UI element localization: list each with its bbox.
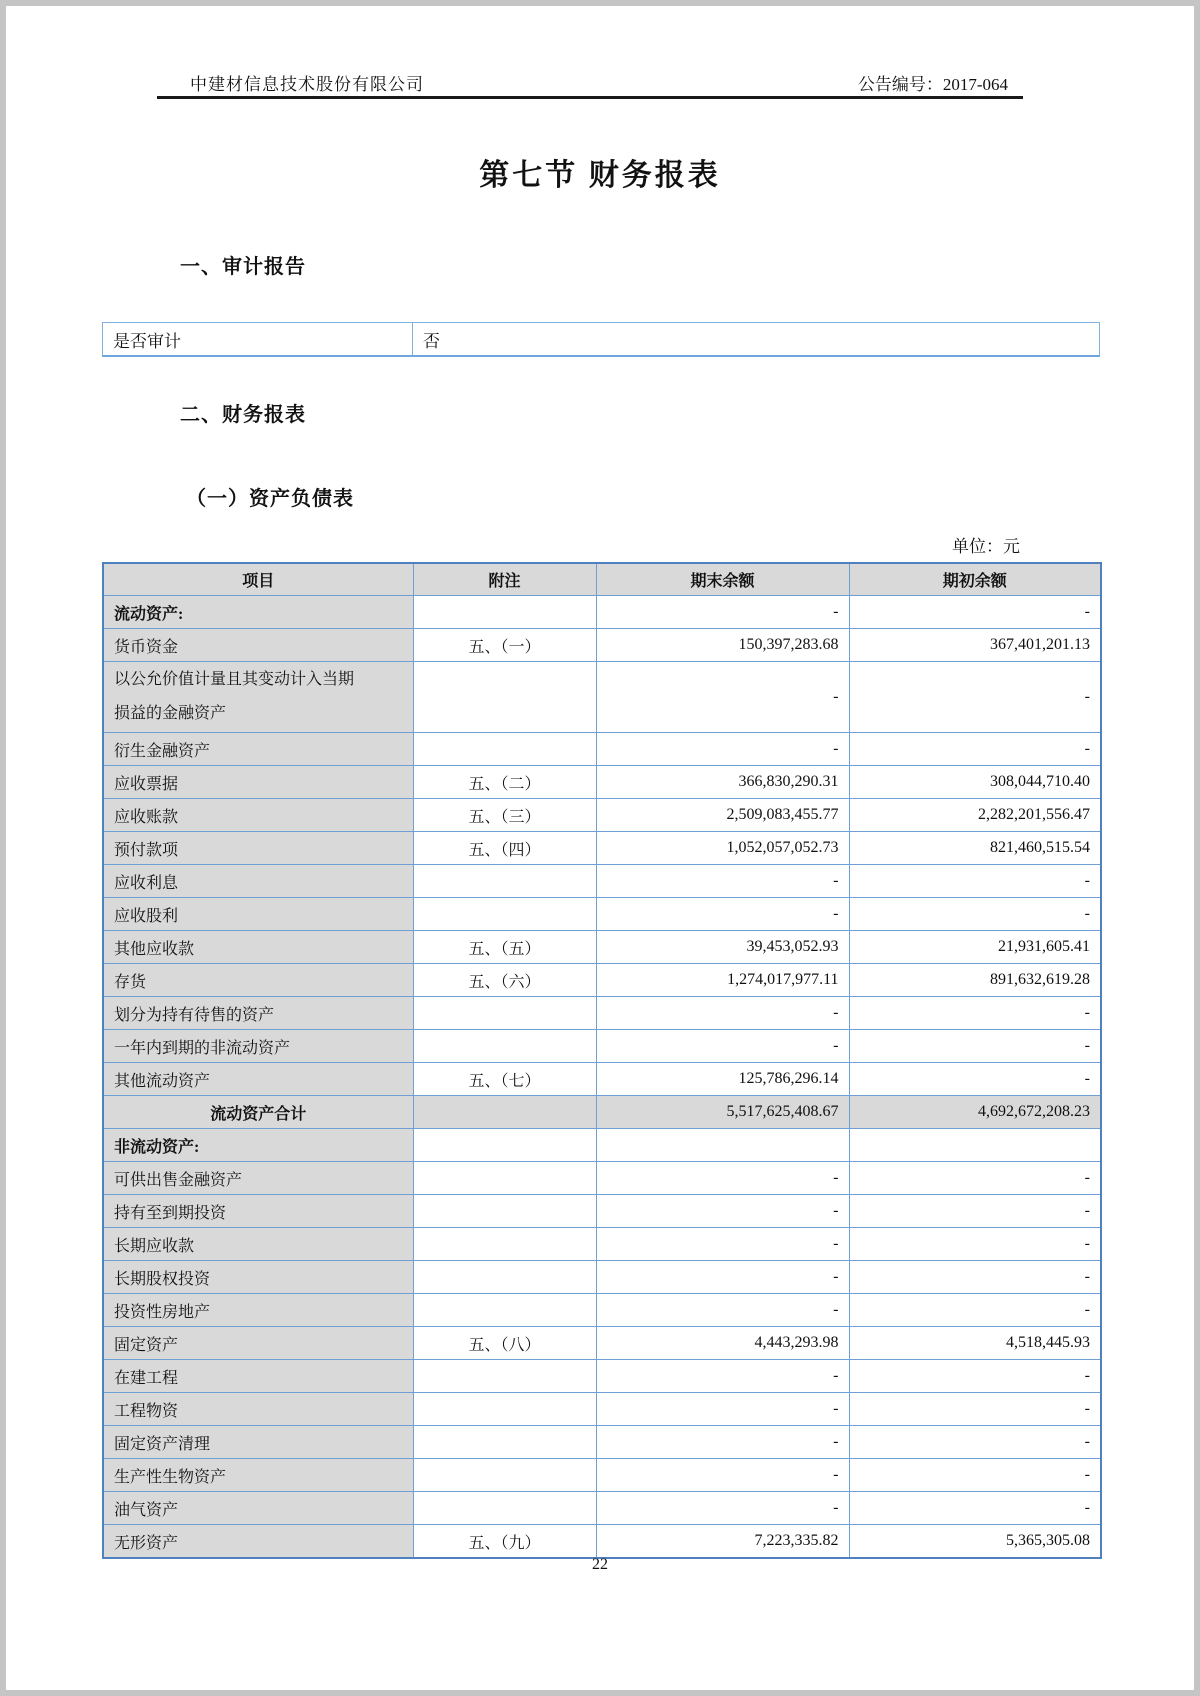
- unit-note: 单位：元: [952, 537, 1020, 556]
- cell-item-name: 长期股权投资: [103, 1261, 413, 1294]
- audit-table: [102, 322, 1100, 357]
- cell-note-ref: 五、（五）: [413, 931, 596, 964]
- column-header-ending-balance: 期末余额: [596, 563, 849, 596]
- cell-note-ref: 五、（一）: [413, 629, 596, 662]
- cell-item-name: 应收股利: [103, 898, 413, 931]
- cell-item-name: 可供出售金融资产: [103, 1162, 413, 1195]
- cell-ending-balance: -: [596, 1228, 849, 1261]
- page-number: 22: [592, 1556, 608, 1573]
- table-row: [103, 733, 1101, 766]
- cell-ending-balance: [596, 1129, 849, 1162]
- cell-ending-balance: 366,830,290.31: [596, 766, 849, 799]
- cell-beginning-balance: -: [849, 1162, 1101, 1195]
- table-row: [103, 662, 1101, 733]
- cell-note-ref: [413, 1459, 596, 1492]
- table-row: [103, 766, 1101, 799]
- cell-ending-balance: -: [596, 1393, 849, 1426]
- cell-item-name: 固定资产: [103, 1327, 413, 1360]
- column-header-item: 项目: [103, 563, 413, 596]
- cell-beginning-balance: 4,692,672,208.23: [849, 1096, 1101, 1129]
- cell-beginning-balance: -: [849, 865, 1101, 898]
- cell-note-ref: 五、（四）: [413, 832, 596, 865]
- cell-ending-balance: -: [596, 662, 849, 733]
- column-header-beginning-balance: 期初余额: [849, 563, 1101, 596]
- cell-item-name: 货币资金: [103, 629, 413, 662]
- cell-ending-balance: 1,274,017,977.11: [596, 964, 849, 997]
- audit-answer-value: 否: [413, 323, 1100, 357]
- cell-item-name: 无形资产: [103, 1525, 413, 1559]
- column-header-note: 附注: [413, 563, 596, 596]
- cell-beginning-balance: -: [849, 997, 1101, 1030]
- cell-ending-balance: -: [596, 1492, 849, 1525]
- table-row: [103, 1393, 1101, 1426]
- balance-sheet-table: [102, 562, 1102, 1559]
- cell-beginning-balance: -: [849, 1393, 1101, 1426]
- cell-note-ref: [413, 997, 596, 1030]
- cell-note-ref: 五、（二）: [413, 766, 596, 799]
- table-row: [103, 1261, 1101, 1294]
- cell-beginning-balance: 821,460,515.54: [849, 832, 1101, 865]
- cell-note-ref: [413, 1426, 596, 1459]
- cell-item-name: 以公允价值计量且其变动计入当期损益的金融资产: [103, 662, 413, 733]
- cell-beginning-balance: -: [849, 898, 1101, 931]
- cell-item-name: 流动资产:: [103, 596, 413, 629]
- table-row: [103, 832, 1101, 865]
- cell-beginning-balance: 21,931,605.41: [849, 931, 1101, 964]
- cell-note-ref: [413, 1129, 596, 1162]
- cell-beginning-balance: -: [849, 1030, 1101, 1063]
- table-row: [103, 1063, 1101, 1096]
- cell-note-ref: [413, 1393, 596, 1426]
- cell-note-ref: [413, 733, 596, 766]
- cell-beginning-balance: -: [849, 1063, 1101, 1096]
- table-row: [103, 1525, 1101, 1559]
- cell-ending-balance: 150,397,283.68: [596, 629, 849, 662]
- cell-note-ref: [413, 1492, 596, 1525]
- cell-item-name: 持有至到期投资: [103, 1195, 413, 1228]
- subsection-heading-balance-sheet: （一）资产负债表: [186, 488, 354, 510]
- cell-beginning-balance: -: [849, 1459, 1101, 1492]
- cell-item-name: 应收利息: [103, 865, 413, 898]
- cell-note-ref: [413, 898, 596, 931]
- cell-ending-balance: -: [596, 1360, 849, 1393]
- table-row: [103, 1327, 1101, 1360]
- cell-ending-balance: 125,786,296.14: [596, 1063, 849, 1096]
- cell-note-ref: [413, 1030, 596, 1063]
- section-heading-financial-statements: 二、财务报表: [180, 404, 306, 426]
- cell-item-name: 一年内到期的非流动资产: [103, 1030, 413, 1063]
- cell-note-ref: 五、（八）: [413, 1327, 596, 1360]
- running-header-company: 中建材信息技术股份有限公司: [190, 75, 424, 94]
- cell-note-ref: [413, 865, 596, 898]
- cell-note-ref: 五、（九）: [413, 1525, 596, 1559]
- cell-ending-balance: -: [596, 733, 849, 766]
- table-row: [103, 1228, 1101, 1261]
- table-row: [103, 1030, 1101, 1063]
- cell-beginning-balance: -: [849, 1294, 1101, 1327]
- cell-note-ref: [413, 596, 596, 629]
- cell-beginning-balance: 308,044,710.40: [849, 766, 1101, 799]
- table-row: [103, 1426, 1101, 1459]
- header-divider-rule: [157, 96, 1023, 99]
- cell-item-name: 油气资产: [103, 1492, 413, 1525]
- cell-note-ref: [413, 1294, 596, 1327]
- cell-beginning-balance: 2,282,201,556.47: [849, 799, 1101, 832]
- cell-note-ref: [413, 662, 596, 733]
- cell-beginning-balance: 4,518,445.93: [849, 1327, 1101, 1360]
- cell-item-name: 存货: [103, 964, 413, 997]
- cell-item-name: 非流动资产:: [103, 1129, 413, 1162]
- table-row: [103, 1294, 1101, 1327]
- table-row: [103, 1195, 1101, 1228]
- table-row: [103, 1360, 1101, 1393]
- table-row: [103, 596, 1101, 629]
- cell-beginning-balance: 5,365,305.08: [849, 1525, 1101, 1559]
- table-row: [103, 799, 1101, 832]
- section-heading-audit-report: 一、审计报告: [180, 256, 306, 278]
- cell-item-name: 其他流动资产: [103, 1063, 413, 1096]
- cell-item-name: 工程物资: [103, 1393, 413, 1426]
- cell-item-name: 生产性生物资产: [103, 1459, 413, 1492]
- cell-note-ref: [413, 1228, 596, 1261]
- cell-beginning-balance: 891,632,619.28: [849, 964, 1101, 997]
- cell-note-ref: [413, 1162, 596, 1195]
- cell-beginning-balance: -: [849, 596, 1101, 629]
- table-row: [103, 931, 1101, 964]
- cell-ending-balance: -: [596, 1459, 849, 1492]
- cell-beginning-balance: -: [849, 662, 1101, 733]
- cell-ending-balance: -: [596, 865, 849, 898]
- cell-ending-balance: -: [596, 1030, 849, 1063]
- cell-beginning-balance: [849, 1129, 1101, 1162]
- cell-beginning-balance: -: [849, 1195, 1101, 1228]
- cell-beginning-balance: -: [849, 1426, 1101, 1459]
- cell-note-ref: [413, 1261, 596, 1294]
- cell-ending-balance: -: [596, 1162, 849, 1195]
- cell-item-name: 长期应收款: [103, 1228, 413, 1261]
- table-row: [103, 865, 1101, 898]
- audit-question-label: 是否审计: [103, 323, 413, 357]
- cell-beginning-balance: -: [849, 1261, 1101, 1294]
- balance-sheet-header: [103, 563, 1101, 596]
- cell-ending-balance: -: [596, 1195, 849, 1228]
- cell-item-name: 预付款项: [103, 832, 413, 865]
- table-row: [103, 1129, 1101, 1162]
- cell-note-ref: 五、（七）: [413, 1063, 596, 1096]
- cell-beginning-balance: -: [849, 1228, 1101, 1261]
- cell-ending-balance: 7,223,335.82: [596, 1525, 849, 1559]
- cell-item-name: 固定资产清理: [103, 1426, 413, 1459]
- cell-ending-balance: 4,443,293.98: [596, 1327, 849, 1360]
- cell-item-name: 应收票据: [103, 766, 413, 799]
- cell-item-name: 应收账款: [103, 799, 413, 832]
- running-header-announcement: 公告编号：2017-064: [857, 75, 1008, 94]
- cell-ending-balance: -: [596, 1426, 849, 1459]
- cell-note-ref: [413, 1195, 596, 1228]
- table-row: [103, 629, 1101, 662]
- cell-note-ref: [413, 1096, 596, 1129]
- cell-ending-balance: 39,453,052.93: [596, 931, 849, 964]
- table-row: [103, 1492, 1101, 1525]
- table-row: [103, 898, 1101, 931]
- table-row: [103, 964, 1101, 997]
- table-row: [103, 1162, 1101, 1195]
- cell-note-ref: 五、（六）: [413, 964, 596, 997]
- cell-beginning-balance: -: [849, 733, 1101, 766]
- cell-item-name: 在建工程: [103, 1360, 413, 1393]
- table-row: [103, 1459, 1101, 1492]
- cell-beginning-balance: -: [849, 1492, 1101, 1525]
- cell-ending-balance: -: [596, 997, 849, 1030]
- cell-ending-balance: -: [596, 898, 849, 931]
- cell-ending-balance: -: [596, 1294, 849, 1327]
- header-row: [103, 563, 1101, 596]
- cell-ending-balance: 2,509,083,455.77: [596, 799, 849, 832]
- cell-item-name: 流动资产合计: [103, 1096, 413, 1129]
- cell-ending-balance: -: [596, 1261, 849, 1294]
- cell-note-ref: 五、（三）: [413, 799, 596, 832]
- cell-item-name: 衍生金融资产: [103, 733, 413, 766]
- cell-item-name: 投资性房地产: [103, 1294, 413, 1327]
- table-row: [103, 997, 1101, 1030]
- cell-item-name: 划分为持有待售的资产: [103, 997, 413, 1030]
- cell-ending-balance: -: [596, 596, 849, 629]
- cell-beginning-balance: -: [849, 1360, 1101, 1393]
- cell-ending-balance: 5,517,625,408.67: [596, 1096, 849, 1129]
- cell-beginning-balance: 367,401,201.13: [849, 629, 1101, 662]
- balance-sheet-body: [103, 596, 1101, 1559]
- document-title: 第七节 财务报表: [479, 159, 721, 192]
- cell-note-ref: [413, 1360, 596, 1393]
- table-row: [103, 1096, 1101, 1129]
- cell-item-name: 其他应收款: [103, 931, 413, 964]
- audit-table-row: [103, 323, 1100, 357]
- cell-ending-balance: 1,052,057,052.73: [596, 832, 849, 865]
